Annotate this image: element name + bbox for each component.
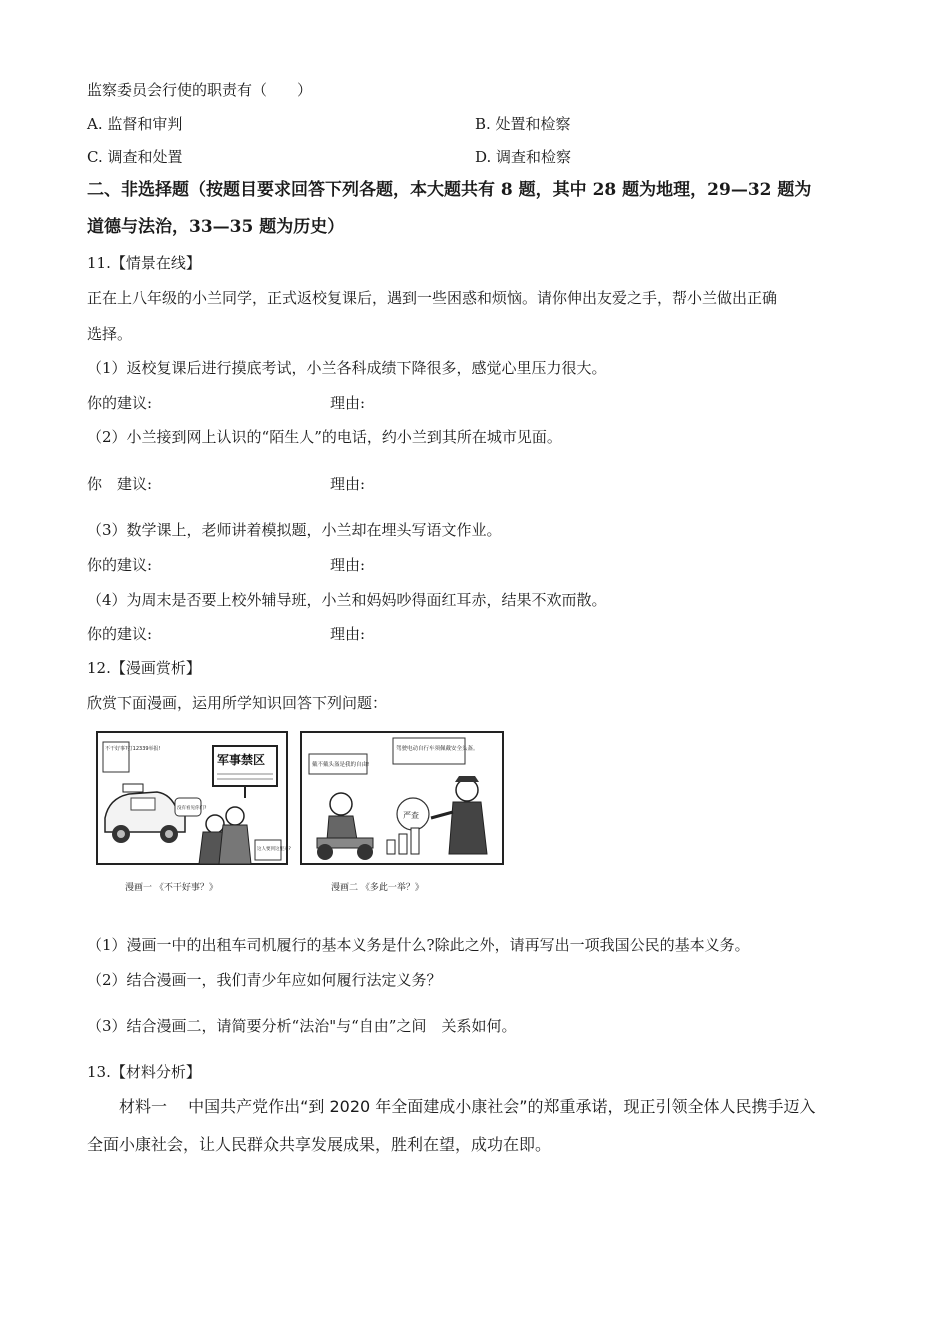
q12-title: 12.【漫画赏析】 <box>87 659 201 677</box>
q11-item-2-text: （2）小兰接到网上认识的“陌生人”的电话，约小兰到其所在城市见面。 <box>87 428 562 446</box>
q13-material-line2: 全面小康社会，让人民群众共享发展成果，胜利在望，成功在即。 <box>87 1135 552 1154</box>
cartoon-one-bubble-a: 没有看见你们? <box>177 806 207 811</box>
q11-item-3-text: （3）数学课上，老师讲着模拟题，小兰却在埋头写语文作业。 <box>87 521 502 539</box>
q10-option-d: D. 调查和检察 <box>475 148 572 166</box>
q11-intro-line2: 选择。 <box>87 325 133 343</box>
q12-question-2: （2）结合漫画一，我们青少年应如何履行法定义务？ <box>87 971 442 989</box>
section2-heading-line1: 二、非选择题（按题目要求回答下列各题，本大题共有 8 题，其中 28 题为地理，29—32 题为 <box>87 180 812 200</box>
q12-intro: 欣赏下面漫画，运用所学知识回答下列问题： <box>87 694 388 712</box>
q10-option-b: B. 处置和检察 <box>475 115 571 133</box>
q10-option-c: C. 调查和处置 <box>87 148 183 166</box>
cartoon-two-stamp: 严查 <box>403 811 419 820</box>
q10-stem: 监察委员会行使的职责有（ ） <box>87 81 313 99</box>
q11-item-3-reason-label: 理由: <box>330 556 366 574</box>
cartoon-two-police-bubble: 驾驶电动自行车须佩戴安全头盔。 <box>396 746 479 752</box>
cartoon-two-panel <box>301 732 503 864</box>
q11-item-2-advice-label: 你 建议: <box>87 475 153 493</box>
section2-heading-line2: 道德与法治，33—35 题为历史） <box>87 217 345 237</box>
q12-question-1: （1）漫画一中的出租车司机履行的基本义务是什么?除此之外，请再写出一项我国公民的基本义务。 <box>87 936 750 954</box>
q11-item-1-text: （1）返校复课后进行摸底考试，小兰各科成绩下降很多，感觉心里压力很大。 <box>87 359 607 377</box>
q12-question-3: （3）结合漫画二，请简要分析“法治"与“自由”之间 关系如何。 <box>87 1017 517 1035</box>
q11-item-1-advice-label: 你的建议: <box>87 394 153 412</box>
cartoon-figure <box>95 728 535 900</box>
q11-item-4-advice-label: 你的建议: <box>87 625 153 643</box>
cartoon-one-caption: 漫画一 《不干好事？》 <box>125 883 218 893</box>
q11-item-2-reason-label: 理由: <box>330 475 366 493</box>
q11-intro-line1: 正在上八年级的小兰同学，正式返校复课后，遇到一些困惑和烦恼。请你伸出友爱之手，帮小兰做出正确 <box>87 289 778 307</box>
q11-item-4-reason-label: 理由: <box>330 625 366 643</box>
cartoon-two-rider-bubble: 戴不戴头盔是我的自由! <box>312 762 370 768</box>
cartoon-one-driver-bubble: 不干好事?打12339举报! <box>105 746 161 752</box>
q11-item-4-text: （4）为周末是否要上校外辅导班，小兰和妈妈吵得面红耳赤，结果不欢而散。 <box>87 591 607 609</box>
cartoon-one-sign: 军事禁区 <box>217 753 266 767</box>
q11-item-1-reason-label: 理由: <box>330 394 366 412</box>
q13-title: 13.【材料分析】 <box>87 1063 201 1081</box>
q10-option-a: A. 监督和审判 <box>87 115 183 133</box>
q13-material-line1: 材料一 中国共产党作出“到 2020 年全面建成小康社会”的郑重承诺，现正引领全体人民携手迈入 <box>119 1097 816 1116</box>
cartoon-one-bubble-b: 这人要到这里来? <box>257 847 291 852</box>
q11-title: 11.【情景在线】 <box>87 254 201 272</box>
q11-item-3-advice-label: 你的建议: <box>87 556 153 574</box>
cartoon-two-caption: 漫画二 《多此一举？》 <box>331 883 424 893</box>
cartoon-one-panel <box>97 732 291 864</box>
